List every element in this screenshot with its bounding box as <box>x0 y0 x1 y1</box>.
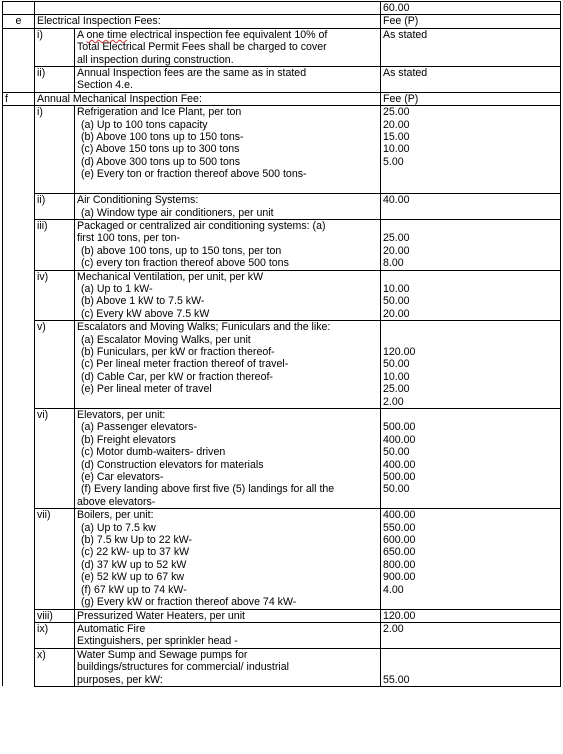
table-row <box>3 409 561 509</box>
fee-value <box>383 321 558 333</box>
item-description <box>75 321 381 409</box>
margin-cell <box>3 409 35 509</box>
table-row <box>3 219 561 270</box>
fee-value <box>383 181 558 193</box>
description-line: (a) Escalator Moving Walks, per unit <box>81 333 251 346</box>
item-number: v) <box>35 321 75 409</box>
section-header-row <box>3 92 561 105</box>
table-row <box>3 648 561 686</box>
description-line: (c) Every kW above 7.5 kW <box>81 307 210 320</box>
margin-cell <box>3 194 35 220</box>
description-line: Extinguishers, per sprinkler head - <box>77 635 238 648</box>
item-description <box>75 194 381 220</box>
description-line: first 100 tons, per ton- <box>77 232 181 245</box>
fee-value: 120.00 <box>383 345 416 358</box>
item-fee <box>381 648 561 686</box>
description-line: (d) Construction elevators for materials <box>81 458 264 471</box>
item-fee <box>381 28 561 66</box>
description-line: (e) 52 kW up to 67 kw <box>81 571 185 584</box>
fee-column-header: Fee (P) <box>381 15 561 28</box>
margin-cell <box>3 270 35 321</box>
fee-value: 55.00 <box>383 673 410 686</box>
description-line: (c) Above 150 tons up to 300 tons <box>81 143 240 156</box>
fee-value: 10.00 <box>383 370 410 383</box>
fee-value: 25.00 <box>383 106 410 119</box>
description-line: (b) above 100 tons, up to 150 tons, per ton <box>81 244 282 257</box>
item-description <box>75 28 381 66</box>
description-line: Section 4.e. <box>77 79 133 92</box>
fee-value: 40.00 <box>383 194 410 207</box>
description-line: (a) Passenger elevators- <box>81 421 197 434</box>
table-row <box>3 2 561 15</box>
description-line: (e) Every ton or fraction thereof above 500 tons- <box>81 168 307 181</box>
description-line: Annual Inspection fees are the same as in stated <box>77 67 307 80</box>
fee-value: 20.00 <box>383 244 410 257</box>
item-number: iv) <box>35 270 75 321</box>
fee-value: 50.00 <box>383 358 410 371</box>
description-line: (a) Up to 7.5 kw <box>81 521 156 534</box>
item-description <box>75 609 381 622</box>
item-number: i) <box>35 28 75 66</box>
item-number: iii) <box>35 219 75 270</box>
description-line: all inspection during construction. <box>77 53 234 66</box>
fee-value <box>383 334 558 346</box>
table-row <box>3 28 561 66</box>
item-description <box>75 648 381 686</box>
description-line: Air Conditioning Systems: <box>77 194 199 207</box>
item-fee <box>381 509 561 609</box>
empty-cell <box>35 2 381 15</box>
fee-value: 8.00 <box>383 257 404 270</box>
item-fee <box>381 67 561 93</box>
item-number: vi) <box>35 409 75 509</box>
fee-value: 800.00 <box>383 558 416 571</box>
item-fee <box>381 106 561 194</box>
item-number: viii) <box>35 609 75 622</box>
description-line: A one time electrical inspection fee equivalent 10% of <box>77 28 328 41</box>
margin-cell <box>3 28 35 66</box>
description-line: (b) Freight elevators <box>81 433 176 446</box>
fee-value <box>383 168 558 180</box>
description-line <box>77 396 378 408</box>
fee-value: As stated <box>383 28 428 41</box>
section-title: Electrical Inspection Fees: <box>35 15 381 28</box>
description-line <box>77 181 378 193</box>
fee-value: 15.00 <box>383 131 410 144</box>
description-line: Elevators, per unit: <box>77 409 166 421</box>
fee-value: 50.00 <box>383 446 410 459</box>
description-line: Water Sump and Sewage pumps for <box>77 648 248 661</box>
fee-value: 120.00 <box>383 609 416 622</box>
item-description <box>75 106 381 194</box>
item-number: i) <box>35 106 75 194</box>
table-row <box>3 609 561 622</box>
description-line: (c) 22 kW- up to 37 kW <box>81 546 190 559</box>
item-fee <box>381 194 561 220</box>
item-number: ii) <box>35 194 75 220</box>
fee-value <box>383 220 558 232</box>
description-line: Automatic Fire <box>77 622 146 635</box>
fee-value: 10.00 <box>383 282 410 295</box>
fee-value: 400.00 <box>383 509 416 522</box>
fee-schedule-table <box>2 1 561 687</box>
item-description <box>75 509 381 609</box>
description-line: (d) Cable Car, per kW or fraction thereof- <box>81 370 273 383</box>
margin-cell <box>3 622 35 648</box>
description-line: (e) Per lineal meter of travel <box>81 383 212 396</box>
fee-value <box>383 496 558 508</box>
item-fee <box>381 409 561 509</box>
fee-value: 500.00 <box>383 471 416 484</box>
table-row <box>3 67 561 93</box>
description-line: (e) Car elevators- <box>81 471 164 484</box>
section-e-items <box>3 28 561 92</box>
fee-value: 600.00 <box>383 534 416 547</box>
top-fee-value: 60.00 <box>381 2 561 15</box>
description-line: (b) Above 100 tons up to 150 tons- <box>81 131 244 144</box>
description-line: (g) Every kW or fraction thereof above 74 kW- <box>81 596 297 609</box>
description-line: (f) Every landing above first five (5) landings for all the <box>81 483 335 496</box>
description-line: purposes, per kW: <box>77 673 163 686</box>
fee-value <box>383 661 558 673</box>
item-fee <box>381 270 561 321</box>
fee-value <box>383 649 558 661</box>
margin-cell <box>3 219 35 270</box>
item-number: ix) <box>35 622 75 648</box>
item-description <box>75 219 381 270</box>
fee-value: 900.00 <box>383 571 416 584</box>
fee-value: 400.00 <box>383 458 416 471</box>
fee-value: 5.00 <box>383 155 404 168</box>
fee-value <box>383 207 558 219</box>
item-description <box>75 67 381 93</box>
item-number: x) <box>35 648 75 686</box>
description-line: (a) Up to 1 kW- <box>81 282 153 295</box>
fee-value <box>383 409 558 421</box>
fee-value: 4.00 <box>383 583 404 596</box>
description-line: (d) Above 300 tons up to 500 tons <box>81 155 241 168</box>
item-fee <box>381 321 561 409</box>
fee-value <box>383 596 558 608</box>
description-line: Pressurized Water Heaters, per unit <box>77 609 245 622</box>
fee-value: 25.00 <box>383 383 410 396</box>
item-number: ii) <box>35 67 75 93</box>
description-line: (b) Above 1 kW to 7.5 kW- <box>81 295 205 308</box>
description-line: (c) Motor dumb-waiters- driven <box>81 446 226 459</box>
item-description <box>75 622 381 648</box>
margin-cell <box>3 67 35 93</box>
fee-value: 25.00 <box>383 232 410 245</box>
fee-value: 2.00 <box>383 622 404 635</box>
empty-cell <box>3 2 35 15</box>
margin-cell <box>3 321 35 409</box>
item-number: vii) <box>35 509 75 609</box>
description-line: (c) Per lineal meter fraction thereof of travel- <box>81 358 289 371</box>
description-line: (d) 37 kW up to 52 kW <box>81 558 187 571</box>
description-line: Boilers, per unit: <box>77 509 154 522</box>
item-fee <box>381 622 561 648</box>
description-line: Escalators and Moving Walks; Funiculars and the like: <box>77 321 331 334</box>
item-fee <box>381 609 561 622</box>
fee-value: 500.00 <box>383 421 416 434</box>
margin-cell <box>3 609 35 622</box>
table-row <box>3 270 561 321</box>
section-letter: f <box>3 92 35 105</box>
table-row <box>3 106 561 194</box>
fee-value <box>383 635 558 647</box>
description-line: above elevators- <box>77 495 156 508</box>
table-row <box>3 509 561 609</box>
description-line: (a) Up to 100 tons capacity <box>81 118 208 131</box>
item-fee <box>381 219 561 270</box>
description-line: Total Electrical Permit Fees shall be charged to cover <box>77 41 327 54</box>
spellcheck-underline: one time <box>86 28 128 41</box>
description-line: Packaged or centralized air conditioning systems: (a) <box>77 219 326 232</box>
fee-value: 50.00 <box>383 483 410 496</box>
table-row <box>3 321 561 409</box>
description-line: Mechanical Ventilation, per unit, per kW <box>77 270 264 283</box>
table-row <box>3 194 561 220</box>
section-header-row <box>3 15 561 28</box>
description-line: (b) 7.5 kw Up to 22 kW- <box>81 534 193 547</box>
table-row <box>3 622 561 648</box>
description-line: (f) 67 kW up to 74 kW- <box>81 583 187 596</box>
margin-cell <box>3 648 35 686</box>
fee-value: 20.00 <box>383 307 410 320</box>
fee-value: 50.00 <box>383 295 410 308</box>
fee-value: 10.00 <box>383 143 410 156</box>
section-letter: e <box>3 15 35 28</box>
fee-value: As stated <box>383 67 428 80</box>
description-line: (c) every ton fraction thereof above 500 tons <box>81 257 289 270</box>
fee-value: 650.00 <box>383 546 416 559</box>
fee-value: 20.00 <box>383 118 410 131</box>
fee-value: 400.00 <box>383 433 416 446</box>
description-line: buildings/structures for commercial/ industrial <box>77 661 289 674</box>
description-line: (a) Window type air conditioners, per unit <box>81 206 274 219</box>
item-description <box>75 409 381 509</box>
fee-value <box>383 271 558 283</box>
section-f-items <box>3 106 561 687</box>
fee-value: 550.00 <box>383 521 416 534</box>
fee-value: 2.00 <box>383 395 404 408</box>
margin-cell <box>3 106 35 194</box>
margin-cell <box>3 509 35 609</box>
description-line: Refrigeration and Ice Plant, per ton <box>77 106 242 119</box>
section-title: Annual Mechanical Inspection Fee: <box>35 92 381 105</box>
description-line: (b) Funiculars, per kW or fraction thereof- <box>81 345 275 358</box>
fee-column-header: Fee (P) <box>381 92 561 105</box>
item-description <box>75 270 381 321</box>
